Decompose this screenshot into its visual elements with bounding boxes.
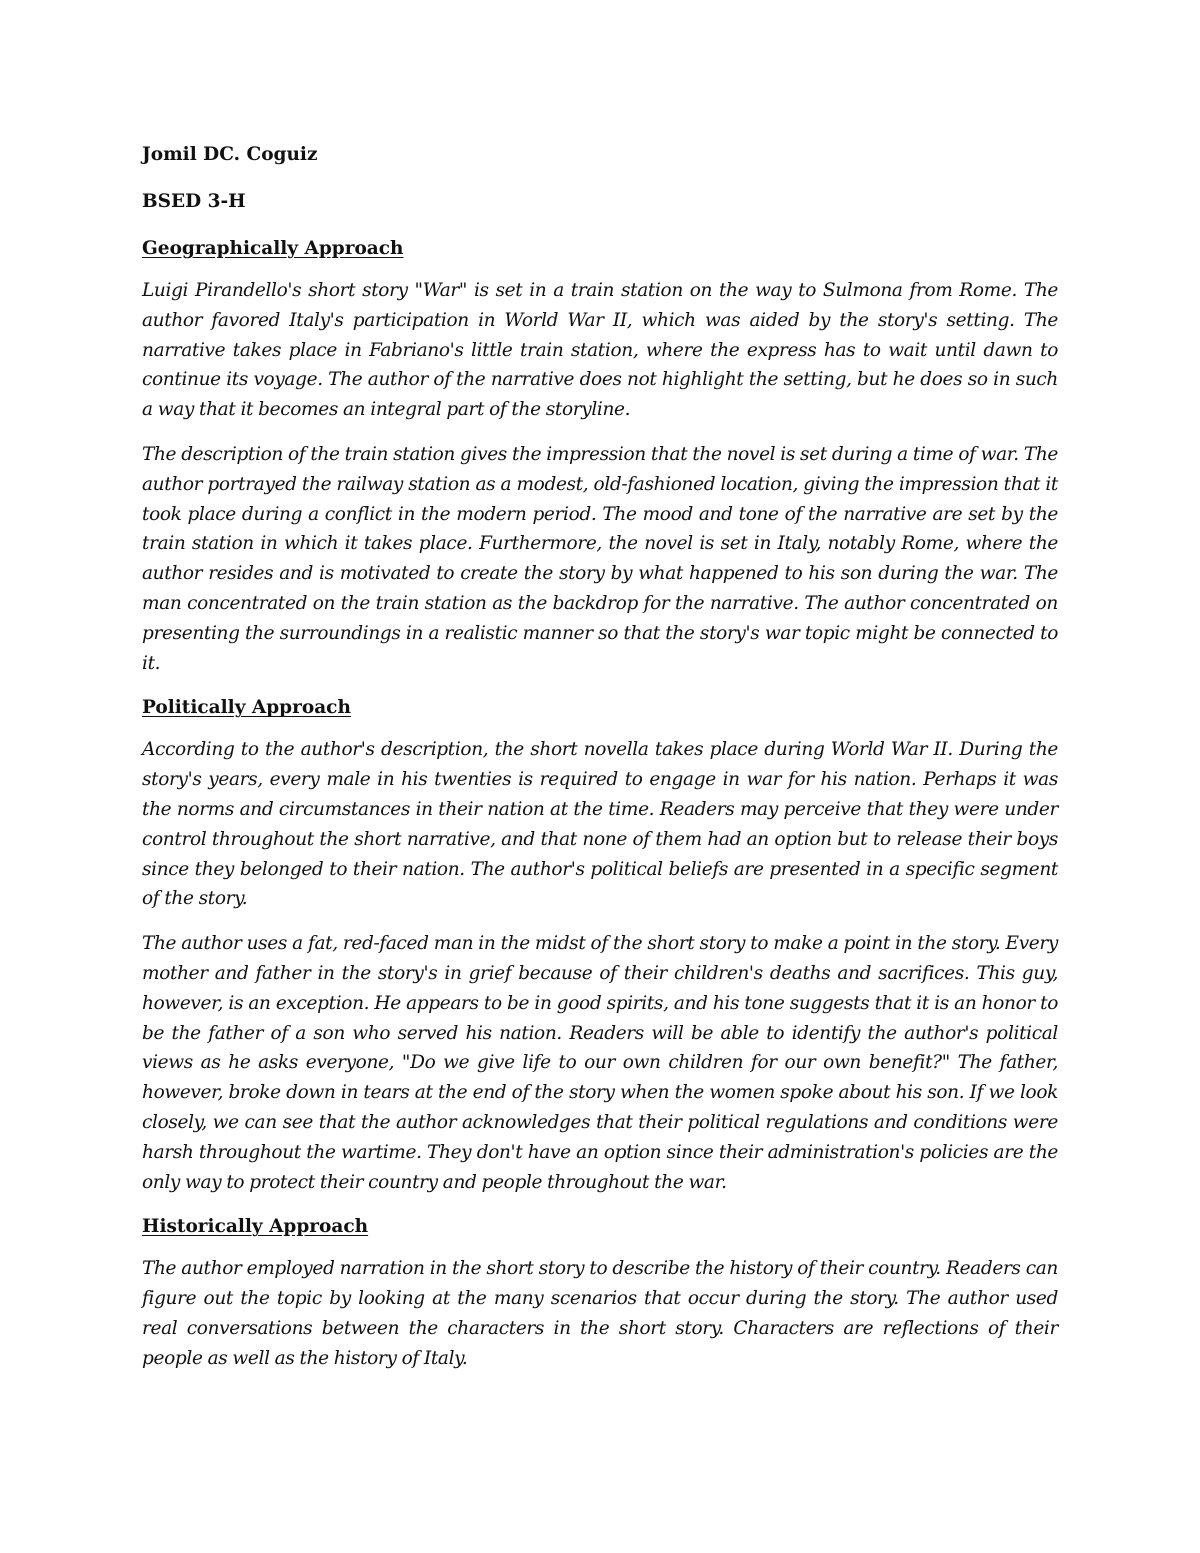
paragraph: The description of the train station gives the impression that the novel is set during a time of war. The author portrayed the railway station as a modest, old-fashioned location, giving the impression that it took place during a conflict in the modern period. The mood and tone of the narrative are set by the train station in which it takes place. Furthermore, the novel is set in Italy, notably Rome, where the author resides and is motivated to create the story by what happened to his son during the war. The man concentrated on the train station as the backdrop for the narrative. The author concentrated on presenting the surroundings in a realistic manner so that the story's war topic might be connected to it. bbox=[142, 443, 1058, 674]
paragraph: According to the author's description, the short novella takes place during World War II. During the story's years, every male in his twenties is required to engage in war for his nation. Perhaps it was the norms and circumstances in their nation at the time. Readers may perceive that they were under control throughout the short narrative, and that none of them had an option but to release their boys since they belonged to their nation. The author's political beliefs are presented in a specific segment of the story. bbox=[142, 739, 1058, 910]
section-heading-historically: Historically Approach bbox=[142, 1216, 369, 1238]
student-section: BSED 3-H bbox=[142, 191, 246, 212]
paragraph: The author employed narration in the short story to describe the history of their country. Readers can figure out the topic by looking at the many scenarios that occur during the story. The author used real conversations between the characters in the short story. Characters are reflections of their people as well as the history of Italy. bbox=[142, 1258, 1058, 1369]
section-heading-geographically: Geographically Approach bbox=[142, 238, 404, 259]
paragraph: The author uses a fat, red-faced man in the midst of the short story to make a point in the story. Every mother and father in the story's in grief because of their children's deaths and sacrifices. This guy, however, is an exception. He appears to be in good spirits, and his tone suggests that it is an honor to be the father of a son who served his nation. Readers will be able to identify the author's political views as he asks everyone, "Do we give life to our own children for our own benefit?" The father, however, broke down in tears at the end of the story when the women spoke about his son. If we look closely, we can see that the author acknowledges that their political regulations and conditions were harsh throughout the wartime. They don't have an option since their administration's policies are the only way to protect their country and people throughout the war. bbox=[142, 933, 1058, 1193]
author-name: Jomil DC. Coguiz bbox=[142, 144, 318, 165]
paragraph: Luigi Pirandello's short story "War" is set in a train station on the way to Sulmona from Rome. The author favored Italy's participation in World War II, which was aided by the story's setting. The narrative takes place in Fabriano's little train station, where the express has to wait until dawn to continue its voyage. The author of the narrative does not highlight the setting, but he does so in such a way that it becomes an integral part of the storyline. bbox=[142, 280, 1058, 421]
document-page bbox=[142, 140, 1058, 1389]
section-heading-politically: Politically Approach bbox=[142, 697, 351, 719]
